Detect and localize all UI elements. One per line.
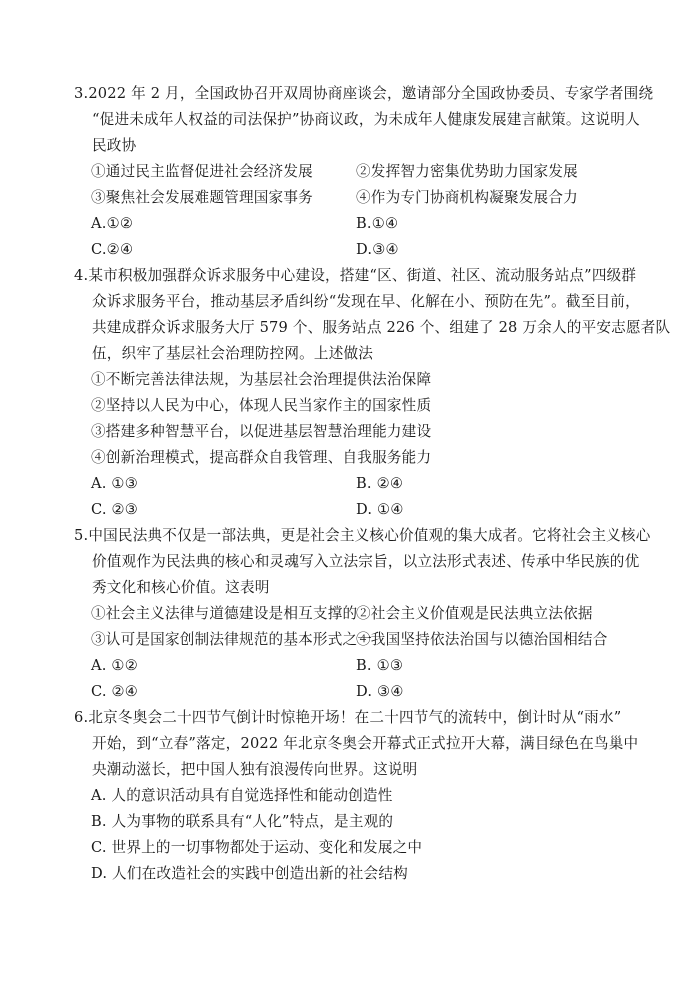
option-a: A. ①②: [91, 657, 138, 674]
statement-4: ④创新治理模式，提高群众自我管理、自我服务能力: [91, 449, 432, 466]
statement-4: ④我国坚持依法治国与以德治国相结合: [356, 631, 608, 648]
question-text-line: 开始，到“立春”落定，2022 年北京冬奥会开幕式正式拉开大幕，满目绿色在鸟巢中: [92, 735, 639, 752]
question-text-line: 伍，织牢了基层社会治理防控网。上述做法: [92, 345, 374, 362]
option-d: D. ①④: [356, 501, 404, 518]
option-b: B. ①③: [356, 657, 404, 674]
statement-1: ①社会主义法律与道德建设是相互支撑的: [91, 605, 358, 622]
statement-1: ①通过民主监督促进社会经济发展: [91, 163, 313, 180]
statement-3: ③搭建多种智慧平台，以促进基层智慧治理能力建设: [91, 423, 432, 440]
option-c: C. ②④: [91, 683, 139, 700]
question-text-line: “促进未成年人权益的司法保护”协商议政，为未成年人健康发展建言献策。这说明人: [92, 111, 640, 128]
option-d: D. ③④: [356, 683, 404, 700]
option-a: A. 人的意识活动具有自觉选择性和能动创造性: [91, 787, 393, 804]
option-c: C. ②③: [91, 501, 139, 518]
option-a: A. ①③: [91, 475, 138, 492]
option-b: B. 人为事物的联系具有“人化”特点，是主观的: [91, 813, 394, 830]
question-text-line: 共建成群众诉求服务大厅 579 个、服务站点 226 个、组建了 28 万余人的平安志愿者队: [92, 319, 671, 336]
option-c: C. 世界上的一切事物都处于运动、变化和发展之中: [91, 839, 423, 856]
option-d: D. 人们在改造社会的实践中创造出新的社会结构: [91, 865, 408, 882]
question-text-line: 民政协: [92, 137, 137, 154]
option-c: C.②④: [91, 241, 134, 258]
statement-1: ①不断完善法律法规，为基层社会治理提供法治保障: [91, 371, 432, 388]
question-text-line: 众诉求服务平台，推动基层矛盾纠纷“发现在早、化解在小、预防在先”。截至目前，: [92, 293, 640, 310]
statement-2: ②坚持以人民为中心，体现人民当家作主的国家性质: [91, 397, 432, 414]
statement-4: ④作为专门协商机构凝聚发展合力: [356, 189, 578, 206]
question-text-line: 6.北京冬奥会二十四节气倒计时惊艳开场！在二十四节气的流转中，倒计时从“雨水”: [74, 709, 622, 726]
statement-2: ②发挥智力密集优势助力国家发展: [356, 163, 578, 180]
question-text-line: 价值观作为民法典的核心和灵魂写入立法宗旨，以立法形式表述、传承中华民族的优: [92, 553, 640, 570]
option-d: D.③④: [356, 241, 399, 258]
statement-3: ③认可是国家创制法律规范的基本形式之一: [91, 631, 373, 648]
option-b: B. ②④: [356, 475, 404, 492]
option-a: A.①②: [91, 215, 134, 232]
question-text-line: 央潮动滋长，把中国人独有浪漫传向世界。这说明: [92, 761, 418, 778]
option-b: B.①④: [356, 215, 399, 232]
statement-3: ③聚焦社会发展难题管理国家事务: [91, 189, 313, 206]
question-text-line: 4.某市积极加强群众诉求服务中心建设，搭建“区、街道、社区、流动服务站点”四级群: [74, 267, 637, 284]
question-text-line: 5.中国民法典不仅是一部法典，更是社会主义核心价值观的集大成者。它将社会主义核心: [74, 527, 651, 544]
question-text-line: 秀文化和核心价值。这表明: [92, 579, 270, 596]
question-text-line: 3.2022 年 2 月，全国政协召开双周协商座谈会，邀请部分全国政协委员、专家学者围绕: [74, 85, 654, 102]
statement-2: ②社会主义价值观是民法典立法依据: [356, 605, 593, 622]
